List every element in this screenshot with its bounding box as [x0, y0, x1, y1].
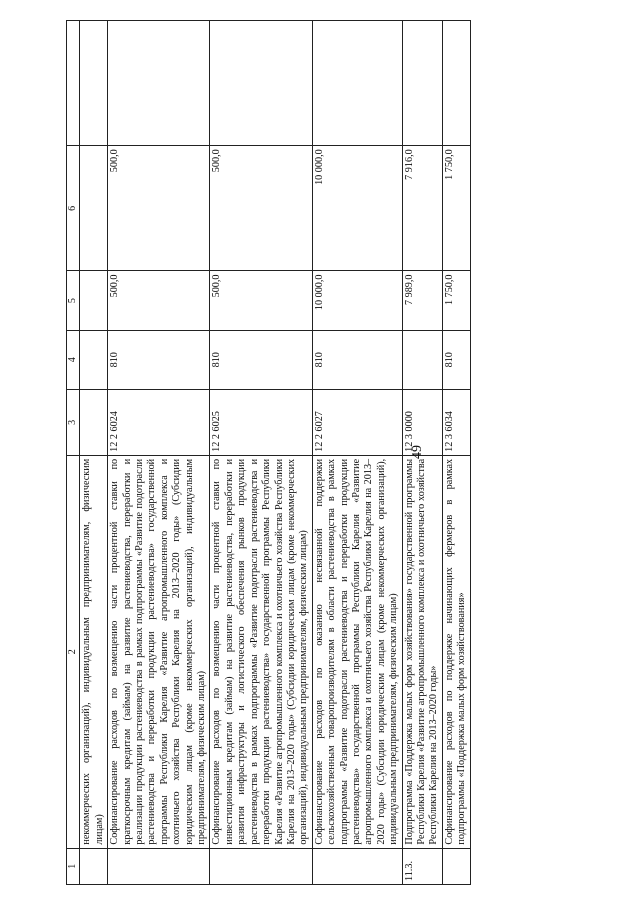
row-value-6: 1 750,0 — [442, 146, 470, 271]
row-code: 12 3 0000 — [402, 389, 442, 455]
table-row — [80, 21, 108, 885]
row-number — [442, 848, 470, 884]
row-number: 11.3. — [402, 848, 442, 884]
row-description: Софинансирование расходов по поддержке начинающих фермеров в рамках подпрограммы «Поддержка малых форм хозяйствования» — [442, 455, 470, 848]
row-value-5: 7 989,0 — [402, 271, 442, 330]
row-vr: 810 — [210, 330, 312, 389]
row-code — [80, 389, 108, 455]
row-description: некоммерческих организаций), индивидуальным предпринимателям, физическим лицам) — [80, 455, 108, 848]
row-empty — [402, 21, 442, 146]
row-number — [108, 848, 210, 884]
page-number: 49 — [410, 445, 425, 459]
row-description: Подпрограмма «Поддержка малых форм хозяйствования» государственной программы Республики Карелия «Развитие агропромышленного комплекса и охотничьего хозяйства Республики Карелия на 2013–2020 годы» — [402, 455, 442, 848]
row-empty — [442, 21, 470, 146]
row-vr — [402, 330, 442, 389]
row-value-6 — [80, 146, 108, 271]
row-empty — [80, 21, 108, 146]
header-col-7 — [67, 21, 80, 146]
row-vr: 810 — [442, 330, 470, 389]
row-value-6: 500,0 — [108, 146, 210, 271]
header-col-3: 3 — [67, 389, 80, 455]
row-value-6: 7 916,0 — [402, 146, 442, 271]
row-vr — [80, 330, 108, 389]
row-empty — [210, 21, 312, 146]
row-number — [80, 848, 108, 884]
row-number — [210, 848, 312, 884]
table-row — [108, 21, 210, 885]
row-code: 12 2 6025 — [210, 389, 312, 455]
table-header-row — [67, 21, 80, 885]
header-col-4: 4 — [67, 330, 80, 389]
row-number — [312, 848, 402, 884]
row-value-5: 1 750,0 — [442, 271, 470, 330]
row-code: 12 3 6034 — [442, 389, 470, 455]
row-value-5: 500,0 — [108, 271, 210, 330]
row-description: Софинансирование расходов по возмещению части процентной ставки по инвестиционным кредитам (займам) на развитие растениеводства, переработки и развития инфраструктуры и логистического обеспечения рынков продукции растениеводства в рамках подпрограммы «Развитие подотрасли растениеводства и переработки продукции растениеводства» государственной программы Республики Карелия «Развитие агропромышленного комплекса и охотничьего хозяйства Республики Карелия на 2013–2020 годы» (Субсидии юридическим лицам (кроме некоммерческих организаций), индивидуальным предпринимателям, физическим лицам) — [210, 455, 312, 848]
table-row — [312, 21, 402, 885]
header-col-5: 5 — [67, 271, 80, 330]
row-code: 12 2 6027 — [312, 389, 402, 455]
row-value-6: 10 000,0 — [312, 146, 402, 271]
header-col-6: 6 — [67, 146, 80, 271]
header-col-2: 2 — [67, 455, 80, 848]
table-row — [210, 21, 312, 885]
table-row — [442, 21, 470, 885]
row-value-5 — [80, 271, 108, 330]
row-value-5: 500,0 — [210, 271, 312, 330]
row-description: Софинансирование расходов по оказанию несвязанной поддержки сельскохозяйственным товаропроизводителям в области растениеводства в рамках подпрограммы «Развитие подотрасли растениеводства и переработки продукции растениеводства» государственной программы Республики Карелия «Развитие агропромышленного комплекса и охотничьего хозяйства Республики Карелия на 2013–2020 годы» (Субсидии юридическим лицам (кроме некоммерческих организаций), индивидуальным предпринимателям, физическим лицам) — [312, 455, 402, 848]
row-empty — [108, 21, 210, 146]
row-description: Софинансирование расходов по возмещению части процентной ставки по краткосрочным кредитам (займам) на развитие растениеводства, переработки и реализации продукции растениеводства в рамках подпрограммы «Развитие подотрасли растениеводства и переработки продукции растениеводства» государственной программы Республики Карелия «Развитие агропромышленного комплекса и охотничьего хозяйства Республики Карелия на 2013–2020 годы» (Субсидии юридическим лицам (кроме некоммерческих организаций), индивидуальным предпринимателям, физическим лицам) — [108, 455, 210, 848]
row-empty — [312, 21, 402, 146]
header-col-1: 1 — [67, 848, 80, 884]
row-code: 12 2 6024 — [108, 389, 210, 455]
row-value-6: 500,0 — [210, 146, 312, 271]
row-value-5: 10 000,0 — [312, 271, 402, 330]
row-vr: 810 — [108, 330, 210, 389]
row-vr: 810 — [312, 330, 402, 389]
